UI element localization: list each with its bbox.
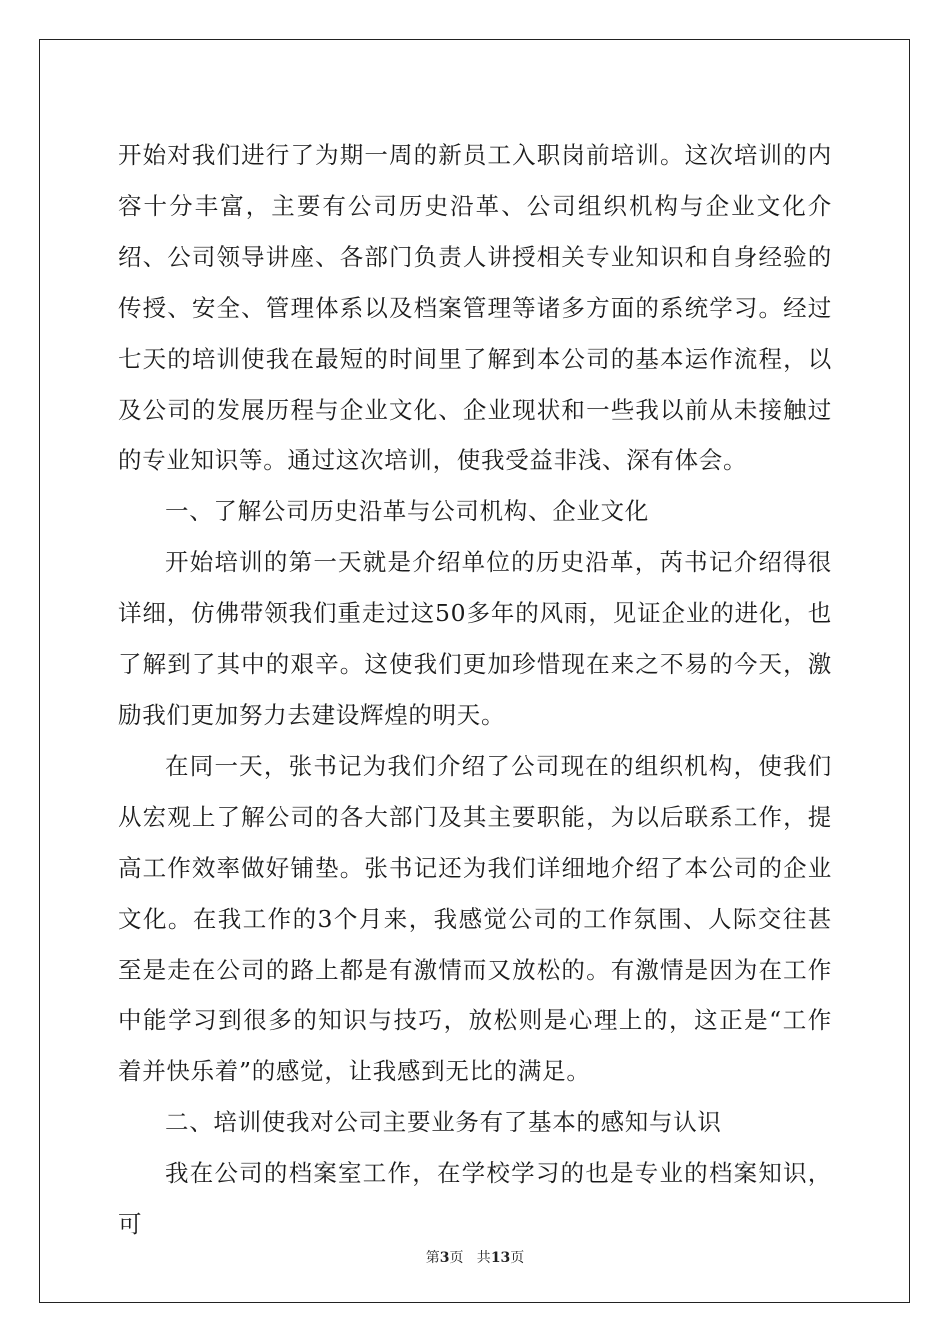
footer-total-pages: 13 [490, 1250, 511, 1266]
footer-prefix: 第 [425, 1250, 440, 1266]
footer-page-number: 3 [439, 1250, 450, 1266]
paragraph-history: 开始培训的第一天就是介绍单位的历史沿革，芮书记介绍得很详细，仿佛带领我们重走过这50多年的风雨，见证企业的进化，也了解到了其中的艰辛。这使我们更加珍惜现在来之不易的今天，激励我们更加努力去建设辉煌的明天。 [118, 548, 832, 729]
document-body [118, 130, 832, 1250]
footer-middle: 页 共 [449, 1250, 491, 1266]
page-footer [0, 1249, 950, 1267]
paragraph-intro-continued: 开始对我们进行了为期一周的新员工入职岗前培训。这次培训的内容十分丰富，主要有公司历史沿革、公司组织机构与企业文化介绍、公司领导讲座、各部门负责人讲授相关专业知识和自身经验的传授、安全、管理体系以及档案管理等诸多方面的系统学习。经过七天的培训使我在最短的时间里了解到本公司的基本运作流程，以及公司的发展历程与企业文化、企业现状和一些我以前从未接触过的专业知识等。通过这次培训，使我受益非浅、深有体会。 [118, 141, 832, 475]
section-heading-1: 一、了解公司历史沿革与公司机构、企业文化 [165, 497, 649, 526]
paragraph-organization: 在同一天，张书记为我们介绍了公司现在的组织机构，使我们从宏观上了解公司的各大部门及其主要职能，为以后联系工作，提高工作效率做好铺垫。张书记还为我们详细地介绍了本公司的企业文化。在我工作的3个月来，我感觉公司的工作氛围、人际交往甚至是走在公司的路上都是有激情而又放松的。有激情是因为在工作中能学习到很多的知识与技巧，放松则是心理上的，这正是“工作着并快乐着”的感觉，让我感到无比的满足。 [118, 751, 832, 1086]
paragraph-archive-work: 我在公司的档案室工作，在学校学习的也是专业的档案知识，可 [118, 1159, 832, 1239]
section-heading-2: 二、培训使我对公司主要业务有了基本的感知与认识 [165, 1108, 722, 1137]
footer-suffix: 页 [510, 1250, 525, 1266]
